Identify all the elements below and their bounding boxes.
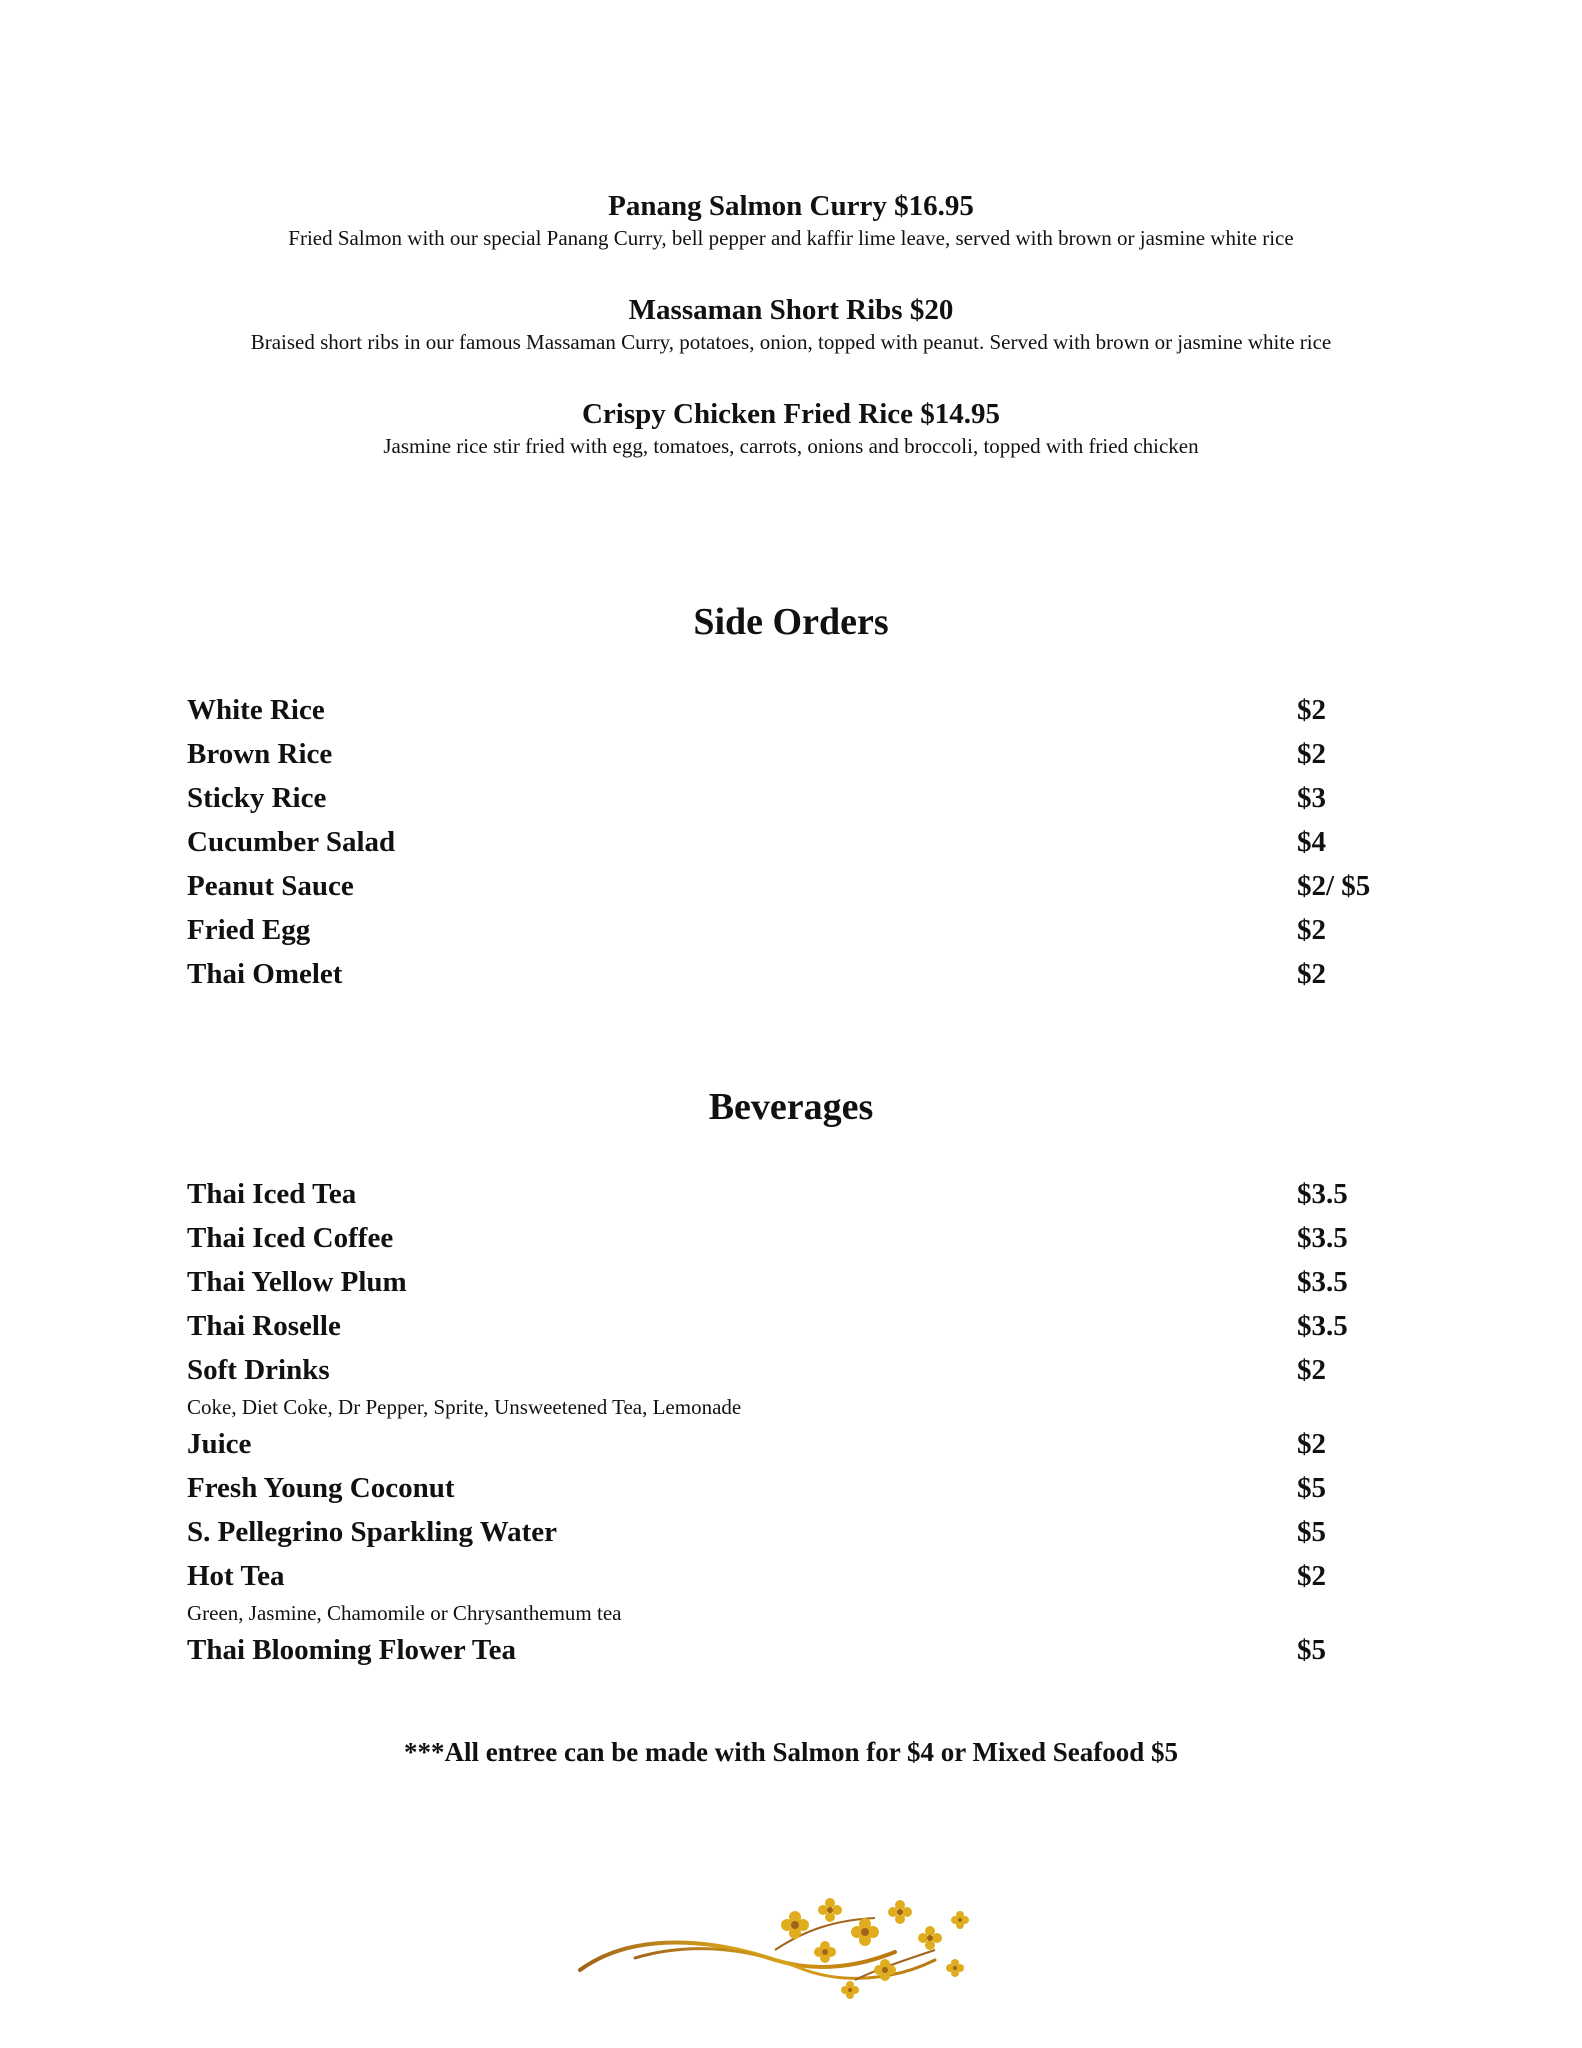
item-price: $2	[1297, 738, 1326, 770]
menu-item	[187, 732, 1387, 776]
item-name: Juice	[187, 1428, 252, 1460]
item-name: White Rice	[187, 694, 325, 726]
item-name: Thai Blooming Flower Tea	[187, 1634, 516, 1666]
item-price: $5	[1297, 1516, 1326, 1548]
menu-item	[187, 1304, 1387, 1348]
specials-section	[0, 188, 1582, 500]
item-name: Peanut Sauce	[187, 870, 354, 902]
item-name: Thai Yellow Plum	[187, 1266, 407, 1298]
item-price: $2	[1297, 914, 1326, 946]
item-note: Coke, Diet Coke, Dr Pepper, Sprite, Unsweetened Tea, Lemonade	[187, 1395, 742, 1419]
special-item	[0, 396, 1582, 460]
menu-item	[187, 1628, 1387, 1672]
flower-icon	[888, 1900, 912, 1924]
item-price: $5	[1297, 1472, 1326, 1504]
flower-icon	[851, 1918, 879, 1946]
item-price: $2/ $5	[1297, 870, 1371, 902]
menu-item	[187, 1554, 1387, 1598]
item-price: $5	[1297, 1634, 1326, 1666]
menu-item	[187, 1466, 1387, 1510]
special-item	[0, 188, 1582, 252]
item-price: $2	[1297, 1428, 1326, 1460]
item-price: $2	[1297, 958, 1326, 990]
swoosh-line	[580, 1943, 895, 1971]
item-name: Cucumber Salad	[187, 826, 396, 858]
item-name: Sticky Rice	[187, 782, 327, 814]
side-orders-heading: Side Orders	[693, 601, 889, 643]
flower-icon	[814, 1941, 836, 1963]
menu-item	[187, 1422, 1387, 1466]
flower-icon	[781, 1911, 809, 1939]
menu-item	[187, 1348, 1387, 1392]
flower-cluster	[781, 1898, 969, 1999]
item-price: $3.5	[1297, 1310, 1348, 1342]
menu-item	[187, 820, 1387, 864]
item-note: Green, Jasmine, Chamomile or Chrysanthemum tea	[187, 1601, 622, 1625]
special-description: Braised short ribs in our famous Massaman Curry, potatoes, onion, topped with peanut. Served with brown or jasmine white rice	[250, 330, 1332, 354]
item-price: $3.5	[1297, 1222, 1348, 1254]
menu-item	[187, 864, 1387, 908]
flower-icon	[951, 1911, 969, 1929]
item-name: Thai Omelet	[187, 958, 343, 990]
item-price: $2	[1297, 1560, 1326, 1592]
item-price: $3.5	[1297, 1266, 1348, 1298]
item-name: Fresh Young Coconut	[187, 1472, 455, 1504]
special-title: Crispy Chicken Fried Rice $14.95	[581, 398, 1001, 430]
flower-icon	[841, 1981, 859, 1999]
item-name: S. Pellegrino Sparkling Water	[187, 1516, 558, 1548]
special-title: Panang Salmon Curry $16.95	[608, 190, 974, 222]
menu-item	[187, 688, 1387, 732]
menu-item	[187, 1510, 1387, 1554]
item-price: $2	[1297, 694, 1326, 726]
menu-item	[187, 1172, 1387, 1216]
special-title: Massaman Short Ribs $20	[628, 294, 954, 326]
flower-icon	[818, 1898, 842, 1922]
item-name: Thai Iced Coffee	[187, 1222, 394, 1254]
beverages-heading: Beverages	[708, 1086, 874, 1128]
special-description: Jasmine rice stir fried with egg, tomatoes, carrots, onions and broccoli, topped with fried chicken	[383, 434, 1199, 458]
item-name: Thai Iced Tea	[187, 1178, 357, 1210]
side-orders-list	[187, 688, 1387, 996]
menu-item	[187, 952, 1387, 996]
item-price: $3	[1297, 782, 1326, 814]
item-price: $2	[1297, 1354, 1326, 1386]
beverages-list	[187, 1172, 1387, 1672]
menu-item	[187, 1260, 1387, 1304]
item-name: Hot Tea	[187, 1560, 285, 1592]
flower-icon	[918, 1926, 942, 1950]
item-name: Soft Drinks	[187, 1354, 330, 1386]
item-name: Brown Rice	[187, 738, 333, 770]
menu-item	[187, 908, 1387, 952]
item-price: $4	[1297, 826, 1326, 858]
flower-icon	[946, 1959, 964, 1977]
special-description: Fried Salmon with our special Panang Curry, bell pepper and kaffir lime leave, served with brown or jasmine white rice	[288, 226, 1294, 250]
floral-ornament	[575, 1890, 1005, 2010]
item-name: Thai Roselle	[187, 1310, 341, 1342]
item-price: $3.5	[1297, 1178, 1348, 1210]
item-name: Fried Egg	[187, 914, 311, 946]
footnote: ***All entree can be made with Salmon for $4 or Mixed Seafood $5	[404, 1737, 1178, 1767]
menu-item	[187, 1216, 1387, 1260]
special-item	[0, 292, 1582, 356]
menu-item	[187, 776, 1387, 820]
